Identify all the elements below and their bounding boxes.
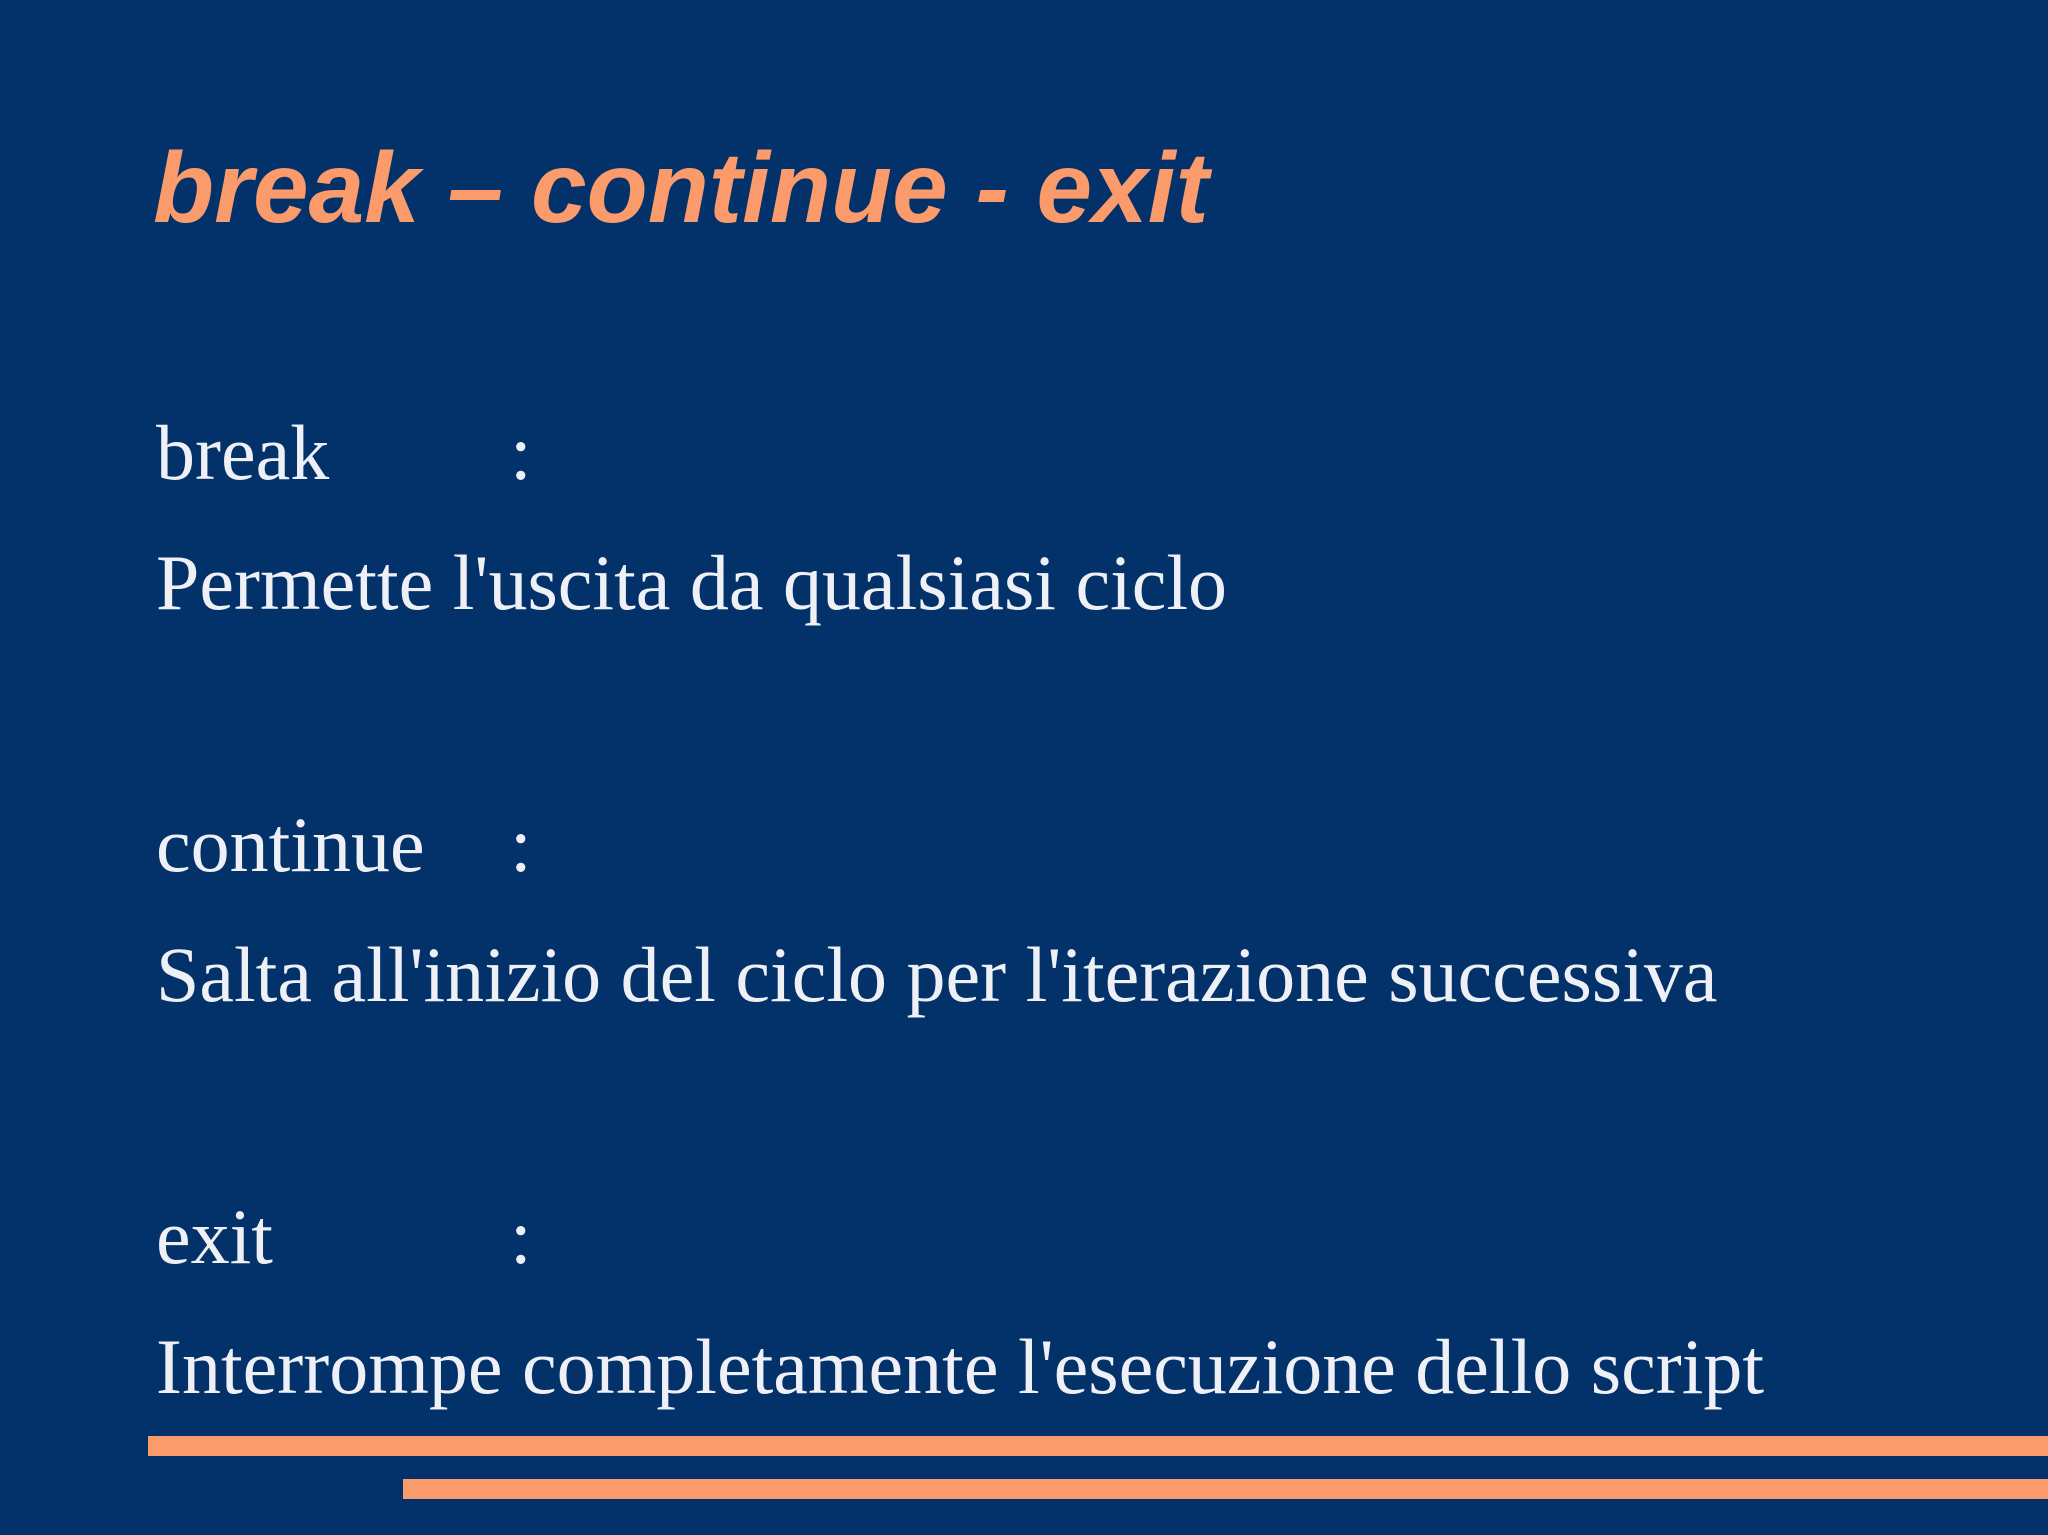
term-separator-continue: : (510, 801, 532, 888)
description-break: Permette l'uscita da qualsiasi ciclo (156, 539, 1228, 626)
term-separator-exit: : (510, 1193, 532, 1280)
term-label-continue: continue (156, 801, 425, 888)
decorative-rule-top (148, 1436, 2048, 1456)
term-row-exit (156, 1192, 532, 1282)
term-label-exit: exit (156, 1193, 273, 1280)
term-row-continue (156, 800, 532, 890)
description-exit: Interrompe completamente l'esecuzione dello script (156, 1323, 1765, 1410)
slide-title: break – continue - exit (153, 132, 1209, 244)
description-continue: Salta all'inizio del ciclo per l'iterazione successiva (156, 931, 1718, 1018)
term-label-break: break (156, 409, 330, 496)
term-separator-break: : (510, 409, 532, 496)
decorative-rule-bottom (403, 1479, 2048, 1499)
term-row-break (156, 408, 532, 498)
